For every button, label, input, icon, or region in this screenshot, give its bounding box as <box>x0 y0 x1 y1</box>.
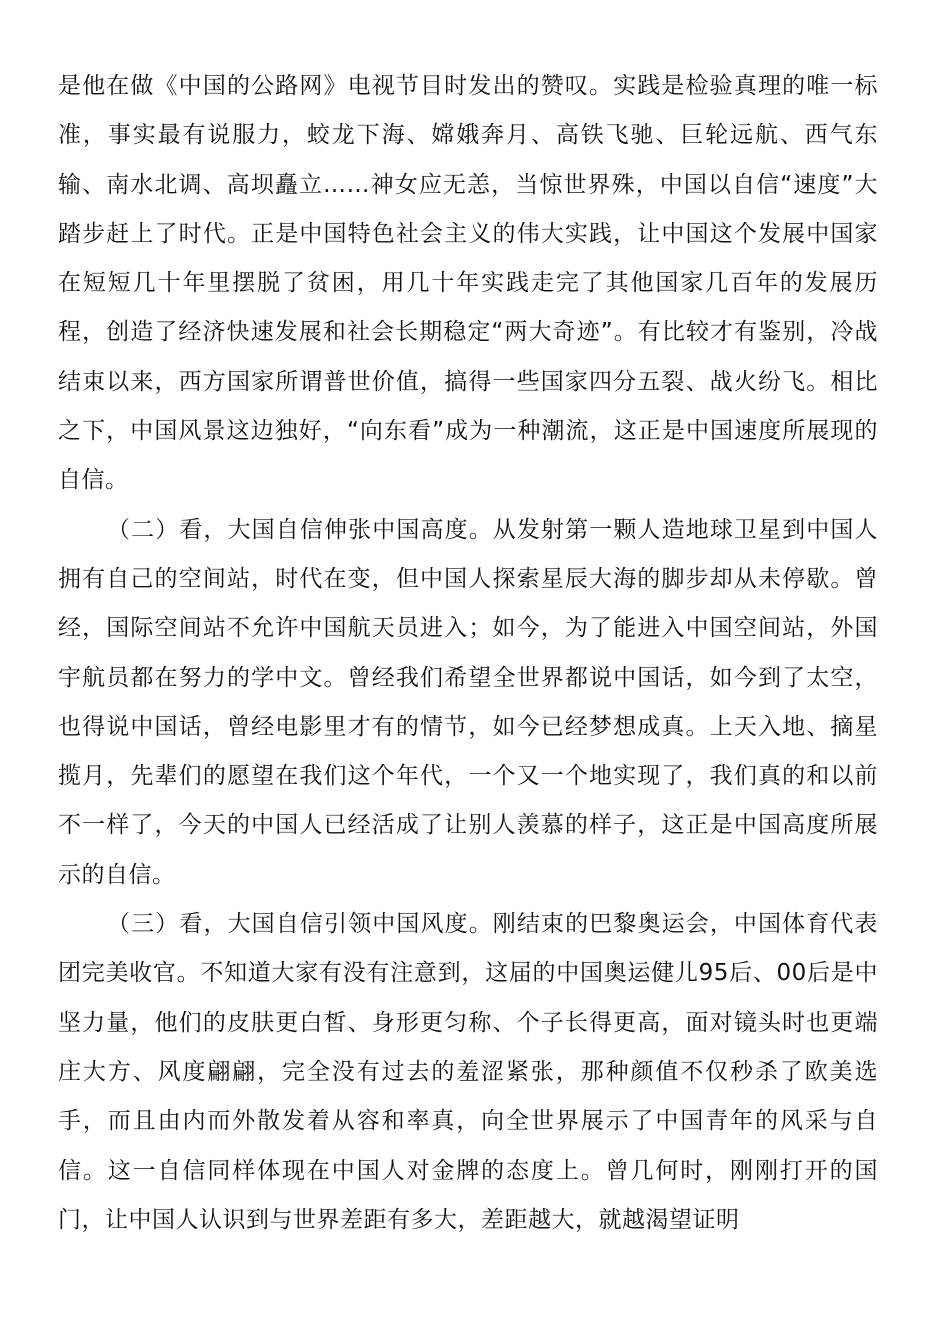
body-text <box>58 62 878 1245</box>
paragraph-demeanor: （三）看，大国自信引领中国风度。刚结束的巴黎奥运会，中国体育代表团完美收官。不知道大家有没有注意到，这届的中国奥运健儿95后、00后是中坚力量，他们的皮肤更白皙、身形更匀称、个子长得更高，面对镜头时也更端庄大方、风度翩翩，完全没有过去的羞涩紧张，那种颜值不仅秒杀了欧美选手，而且由内而外散发着从容和率真，向全世界展示了中国青年的风采与自信。这一自信同样体现在中国人对金牌的态度上。曾几何时，刚刚打开的国门，让中国人认识到与世界差距有多大，差距越大，就越渴望证明 <box>58 911 878 1233</box>
paragraph-height: （二）看，大国自信伸张中国高度。从发射第一颗人造地球卫星到中国人拥有自己的空间站，时代在变，但中国人探索星辰大海的脚步却从未停歇。曾经，国际空间站不允许中国航天员进入；如今，为了能进入中国空间站，外国宇航员都在努力的学中文。曾经我们希望全世界都说中国话，如今到了太空，也得说中国话，曾经电影里才有的情节，如今已经梦想成真。上天入地、摘星揽月，先辈们的愿望在我们这个年代，一个又一个地实现了，我们真的和以前不一样了，今天的中国人已经活成了让别人羡慕的样子，这正是中国高度所展示的自信。 <box>58 516 878 888</box>
paragraph-speed: 是他在做《中国的公路网》电视节目时发出的赞叹。实践是检验真理的唯一标准，事实最有说服力，蛟龙下海、嫦娥奔月、高铁飞驰、巨轮远航、西气东输、南水北调、高坝矗立……神女应无恙，当惊世界殊，中国以自信“速度”大踏步赶上了时代。正是中国特色社会主义的伟大实践，让中国这个发展中国家在短短几十年里摆脱了贫困，用几十年实践走完了其他国家几百年的发展历程，创造了经济快速发展和社会长期稳定“两大奇迹”。有比较才有鉴别，冷战结束以来，西方国家所谓普世价值，搞得一些国家四分五裂、战火纷飞。相比之下，中国风景这边独好，“向东看”成为一种潮流，这正是中国速度所展现的自信。 <box>58 73 878 494</box>
